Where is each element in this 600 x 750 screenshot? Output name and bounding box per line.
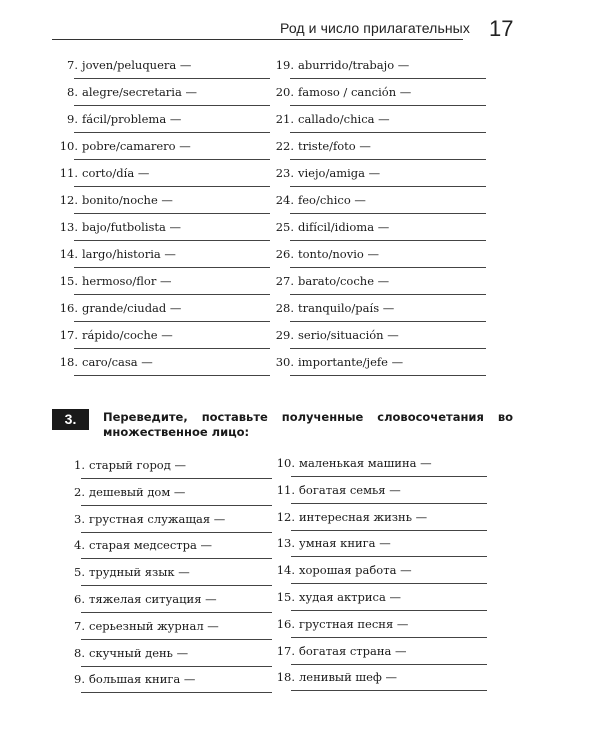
item-text: грустная служащая —: [89, 511, 226, 526]
answer-line[interactable]: [74, 132, 270, 133]
exercise-item: [58, 193, 270, 207]
item-number: 16.: [276, 616, 295, 631]
item-number: 14.: [59, 247, 78, 261]
exercise-item: [274, 274, 486, 288]
exercise-item: [65, 565, 272, 579]
answer-line[interactable]: [81, 639, 272, 640]
item-text: трудный язык —: [89, 565, 190, 580]
item-number: 15.: [59, 274, 78, 288]
item-text: largo/historia —: [82, 247, 176, 261]
item-number: 15.: [276, 590, 295, 604]
answer-line[interactable]: [291, 476, 487, 477]
answer-line[interactable]: [74, 348, 270, 349]
item-number: 22.: [275, 139, 294, 153]
exercise-item: [65, 672, 272, 686]
answer-line[interactable]: [290, 240, 486, 241]
exercise-item: [274, 247, 486, 261]
item-number: 13.: [276, 536, 295, 551]
answer-line[interactable]: [74, 321, 270, 322]
exercise-item: [274, 220, 486, 234]
item-number: 29.: [275, 328, 294, 342]
answer-line[interactable]: [81, 692, 272, 693]
answer-line[interactable]: [81, 585, 272, 586]
item-number: 7.: [74, 618, 85, 633]
answer-line[interactable]: [290, 375, 486, 376]
answer-line[interactable]: [74, 159, 270, 160]
exercise-item: [275, 456, 487, 470]
item-number: 27.: [275, 274, 294, 288]
answer-line[interactable]: [74, 105, 270, 106]
item-number: 26.: [275, 247, 294, 261]
answer-line[interactable]: [290, 78, 486, 79]
exercise-item: [58, 166, 270, 180]
item-text: difícil/idioma —: [298, 220, 390, 234]
item-number: 17.: [276, 643, 295, 658]
exercise-item: [274, 355, 486, 369]
item-number: 30.: [275, 355, 294, 369]
item-text: serio/situación —: [298, 328, 399, 342]
answer-line[interactable]: [81, 505, 272, 506]
exercise-item: [275, 617, 487, 631]
item-number: 9.: [67, 112, 78, 126]
item-text: тяжелая ситуация —: [89, 592, 217, 606]
item-number: 18.: [59, 355, 78, 369]
exercise-item: [274, 85, 486, 99]
answer-line[interactable]: [74, 294, 270, 295]
item-number: 5.: [74, 565, 85, 580]
exercise-item: [275, 510, 487, 524]
exercise-item: [58, 328, 270, 342]
item-number: 11.: [276, 482, 295, 497]
exercise-item: [65, 458, 272, 472]
answer-line[interactable]: [291, 690, 487, 691]
item-text: дешевый дом —: [89, 484, 186, 499]
item-text: viejo/amiga —: [298, 166, 381, 180]
item-number: 3.: [74, 511, 85, 526]
item-text: bonito/noche —: [82, 193, 173, 207]
item-number: 24.: [275, 193, 294, 207]
answer-line[interactable]: [291, 583, 487, 584]
answer-line[interactable]: [291, 530, 487, 531]
header-rule: [52, 39, 463, 40]
exercise-item: [58, 247, 270, 261]
exercise-item: [275, 563, 487, 577]
item-text: хорошая работа —: [299, 563, 412, 578]
exercise-item: [58, 58, 270, 72]
item-text: fácil/problema —: [82, 112, 182, 126]
exercise-item: [65, 646, 272, 660]
item-text: triste/foto —: [298, 139, 371, 153]
exercise-item: [58, 85, 270, 99]
item-text: старый город —: [89, 458, 186, 472]
item-text: богатая страна —: [299, 643, 407, 658]
item-number: 18.: [276, 670, 295, 685]
item-number: 13.: [59, 220, 78, 234]
exercise-item: [58, 274, 270, 288]
answer-line[interactable]: [74, 213, 270, 214]
exercise-number-badge: 3.: [52, 409, 89, 430]
item-text: умная книга —: [299, 536, 391, 551]
item-number: 6.: [74, 592, 85, 606]
exercise-item: [58, 220, 270, 234]
item-number: 14.: [276, 563, 295, 578]
answer-line[interactable]: [290, 267, 486, 268]
exercise-item: [275, 644, 487, 658]
item-text: hermoso/flor —: [82, 274, 172, 288]
item-text: grande/ciudad —: [82, 301, 182, 315]
item-text: rápido/coche —: [82, 328, 173, 342]
item-text: богатая семья —: [299, 482, 401, 497]
answer-line[interactable]: [291, 610, 487, 611]
item-text: caro/casa —: [82, 355, 153, 369]
item-text: aburrido/trabajo —: [298, 58, 410, 72]
item-text: importante/jefe —: [298, 355, 404, 369]
answer-line[interactable]: [291, 664, 487, 665]
item-number: 9.: [74, 672, 85, 687]
answer-line[interactable]: [290, 348, 486, 349]
item-number: 17.: [59, 328, 78, 342]
exercise-item: [58, 301, 270, 315]
exercise-item: [274, 193, 486, 207]
exercise-item: [65, 592, 272, 606]
answer-line[interactable]: [290, 105, 486, 106]
exercise-item: [65, 619, 272, 633]
item-text: feo/chico —: [298, 193, 366, 207]
item-number: 23.: [275, 166, 294, 180]
exercise-item: [274, 139, 486, 153]
exercise-item: [274, 112, 486, 126]
item-number: 1.: [74, 458, 85, 472]
answer-line[interactable]: [290, 213, 486, 214]
answer-line[interactable]: [74, 375, 270, 376]
item-number: 12.: [59, 193, 78, 207]
item-number: 21.: [275, 112, 294, 126]
answer-line[interactable]: [290, 321, 486, 322]
item-number: 8.: [74, 645, 85, 660]
item-text: скучный день —: [89, 645, 189, 660]
answer-line[interactable]: [81, 612, 272, 613]
answer-line[interactable]: [74, 267, 270, 268]
item-text: ленивый шеф —: [299, 670, 398, 685]
item-text: грустная песня —: [299, 616, 409, 631]
answer-line[interactable]: [81, 558, 272, 559]
exercise-item: [65, 538, 272, 552]
answer-line[interactable]: [74, 186, 270, 187]
exercise-item: [275, 483, 487, 497]
exercise-item: [58, 112, 270, 126]
answer-line[interactable]: [290, 159, 486, 160]
exercise-instruction: Переведите, поставьте полученные словосочетания во множественное лицо:: [103, 410, 513, 439]
item-text: bajo/futbolista —: [82, 220, 182, 234]
item-text: интересная жизнь —: [299, 509, 428, 524]
item-text: маленькая машина —: [299, 456, 432, 470]
exercise-item: [274, 58, 486, 72]
exercise-item: [65, 512, 272, 526]
item-text: alegre/secretaria —: [82, 85, 197, 99]
answer-line[interactable]: [81, 478, 272, 479]
exercise-item: [275, 590, 487, 604]
item-number: 11.: [59, 166, 78, 180]
item-number: 19.: [275, 58, 294, 72]
page-number: 17: [489, 16, 514, 41]
item-number: 8.: [67, 85, 78, 99]
item-text: tranquilo/país —: [298, 301, 395, 315]
exercise-item: [274, 301, 486, 315]
exercise-item: [275, 670, 487, 684]
exercise-item: [274, 328, 486, 342]
item-number: 7.: [67, 58, 78, 72]
item-text: famoso / canción —: [298, 85, 412, 99]
item-number: 4.: [74, 538, 85, 553]
page-header-title: Род и число прилагательных: [280, 20, 470, 36]
item-number: 28.: [275, 301, 294, 315]
answer-line[interactable]: [291, 637, 487, 638]
item-number: 16.: [59, 301, 78, 315]
item-text: pobre/camarero —: [82, 139, 191, 153]
item-text: tonto/novio —: [298, 247, 379, 261]
answer-line[interactable]: [81, 666, 272, 667]
answer-line[interactable]: [290, 294, 486, 295]
item-text: худая актриса —: [299, 590, 401, 604]
answer-line[interactable]: [290, 186, 486, 187]
item-number: 2.: [74, 484, 85, 499]
answer-line[interactable]: [74, 78, 270, 79]
item-text: joven/peluquera —: [82, 58, 192, 72]
answer-line[interactable]: [81, 532, 272, 533]
answer-line[interactable]: [74, 240, 270, 241]
exercise-item: [58, 355, 270, 369]
item-text: barato/coche —: [298, 274, 390, 288]
item-text: большая книга —: [89, 672, 196, 687]
item-text: старая медсестра —: [89, 538, 213, 553]
item-number: 10.: [59, 139, 78, 153]
exercise-item: [275, 536, 487, 550]
item-number: 25.: [275, 220, 294, 234]
exercise-item: [274, 166, 486, 180]
answer-line[interactable]: [290, 132, 486, 133]
item-text: серьезный журнал —: [89, 618, 219, 633]
exercise-item: [58, 139, 270, 153]
item-number: 10.: [276, 456, 295, 470]
item-text: callado/chica —: [298, 112, 390, 126]
item-text: corto/día —: [82, 166, 150, 180]
item-number: 20.: [275, 85, 294, 99]
exercise-item: [65, 485, 272, 499]
answer-line[interactable]: [291, 556, 487, 557]
answer-line[interactable]: [291, 503, 487, 504]
item-number: 12.: [276, 509, 295, 524]
